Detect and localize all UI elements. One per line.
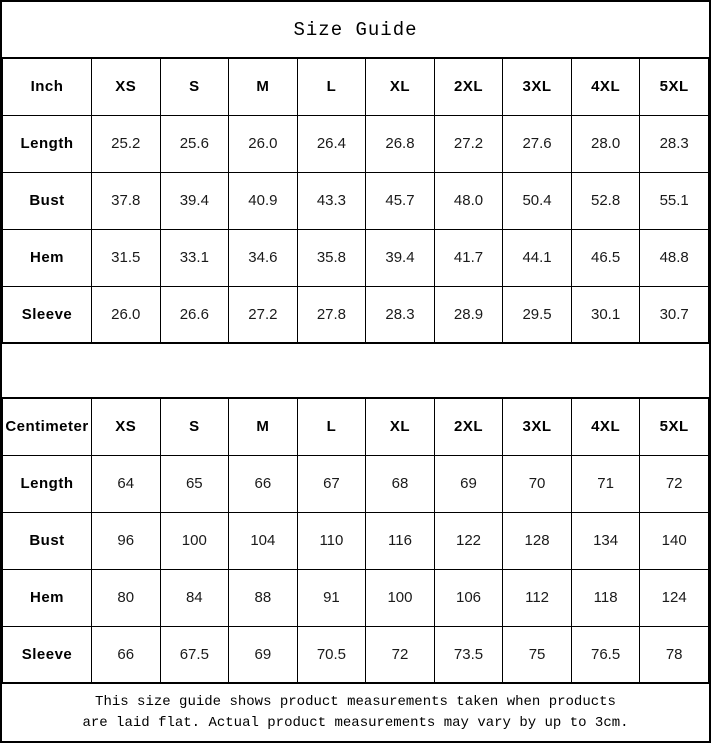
- measurement-value: 75: [503, 626, 572, 683]
- measurement-value: 116: [366, 512, 435, 569]
- measurement-value: 26.0: [229, 115, 298, 172]
- measurement-value: 25.2: [92, 115, 161, 172]
- measurement-value: 35.8: [297, 229, 366, 286]
- measurement-value: 28.9: [434, 286, 503, 343]
- inch-size-table: [2, 57, 709, 344]
- measurement-value: 26.4: [297, 115, 366, 172]
- measurement-value: 52.8: [571, 172, 640, 229]
- measurement-value: 48.8: [640, 229, 709, 286]
- measurement-value: 104: [229, 512, 298, 569]
- measurement-value: 67.5: [160, 626, 229, 683]
- row-label-cell: Sleeve: [3, 286, 92, 343]
- measurement-value: 27.6: [503, 115, 572, 172]
- size-column-header: 4XL: [571, 58, 640, 115]
- measurement-value: 80: [92, 569, 161, 626]
- measurement-row: [3, 455, 709, 512]
- measurement-value: 30.7: [640, 286, 709, 343]
- measurement-value: 64: [92, 455, 161, 512]
- measurement-value: 26.6: [160, 286, 229, 343]
- size-column-header: S: [160, 58, 229, 115]
- measurement-value: 37.8: [92, 172, 161, 229]
- measurement-value: 33.1: [160, 229, 229, 286]
- measurement-value: 67: [297, 455, 366, 512]
- size-column-header: XS: [92, 58, 161, 115]
- measurement-value: 96: [92, 512, 161, 569]
- measurement-value: 29.5: [503, 286, 572, 343]
- row-label-cell: Hem: [3, 569, 92, 626]
- row-label-cell: Length: [3, 115, 92, 172]
- measurement-value: 69: [229, 626, 298, 683]
- unit-label-cell: Inch: [3, 58, 92, 115]
- measurement-value: 110: [297, 512, 366, 569]
- measurement-value: 68: [366, 455, 435, 512]
- measurement-value: 73.5: [434, 626, 503, 683]
- measurement-value: 41.7: [434, 229, 503, 286]
- measurement-value: 70.5: [297, 626, 366, 683]
- measurement-row: [3, 229, 709, 286]
- measurement-value: 25.6: [160, 115, 229, 172]
- measurement-row: [3, 512, 709, 569]
- measurement-row: [3, 286, 709, 343]
- measurement-value: 34.6: [229, 229, 298, 286]
- measurement-value: 118: [571, 569, 640, 626]
- measurement-value: 140: [640, 512, 709, 569]
- measurement-value: 70: [503, 455, 572, 512]
- size-column-header: 5XL: [640, 398, 709, 455]
- size-column-header: XL: [366, 58, 435, 115]
- measurement-value: 39.4: [366, 229, 435, 286]
- measurement-value: 31.5: [92, 229, 161, 286]
- measurement-row: [3, 115, 709, 172]
- size-column-header: 2XL: [434, 398, 503, 455]
- measurement-value: 88: [229, 569, 298, 626]
- measurement-value: 69: [434, 455, 503, 512]
- row-label-cell: Bust: [3, 512, 92, 569]
- measurement-value: 66: [229, 455, 298, 512]
- size-column-header: S: [160, 398, 229, 455]
- measurement-row: [3, 626, 709, 683]
- measurement-value: 72: [366, 626, 435, 683]
- measurement-value: 65: [160, 455, 229, 512]
- size-column-header: XL: [366, 398, 435, 455]
- measurement-value: 76.5: [571, 626, 640, 683]
- measurement-value: 46.5: [571, 229, 640, 286]
- footer-note-line-1: This size guide shows product measurements taken when products: [95, 693, 616, 710]
- measurement-value: 28.3: [640, 115, 709, 172]
- size-column-header: 4XL: [571, 398, 640, 455]
- size-column-header: 5XL: [640, 58, 709, 115]
- measurement-value: 26.8: [366, 115, 435, 172]
- measurement-value: 28.0: [571, 115, 640, 172]
- measurement-value: 39.4: [160, 172, 229, 229]
- measurement-value: 134: [571, 512, 640, 569]
- measurement-value: 91: [297, 569, 366, 626]
- centimeter-size-table: [2, 397, 709, 684]
- measurement-value: 122: [434, 512, 503, 569]
- measurement-value: 100: [366, 569, 435, 626]
- measurement-value: 71: [571, 455, 640, 512]
- unit-label-cell: Centimeter: [3, 398, 92, 455]
- measurement-value: 124: [640, 569, 709, 626]
- measurement-value: 28.3: [366, 286, 435, 343]
- row-label-cell: Bust: [3, 172, 92, 229]
- measurement-value: 78: [640, 626, 709, 683]
- measurement-value: 48.0: [434, 172, 503, 229]
- measurement-value: 100: [160, 512, 229, 569]
- row-label-cell: Hem: [3, 229, 92, 286]
- size-column-header: 3XL: [503, 58, 572, 115]
- measurement-row: [3, 172, 709, 229]
- measurement-row: [3, 569, 709, 626]
- size-column-header: M: [229, 398, 298, 455]
- measurement-value: 40.9: [229, 172, 298, 229]
- measurement-value: 128: [503, 512, 572, 569]
- measurement-value: 45.7: [366, 172, 435, 229]
- measurement-value: 27.2: [229, 286, 298, 343]
- measurement-value: 44.1: [503, 229, 572, 286]
- size-column-header: 3XL: [503, 398, 572, 455]
- size-column-header: XS: [92, 398, 161, 455]
- measurement-value: 30.1: [571, 286, 640, 343]
- measurement-value: 27.2: [434, 115, 503, 172]
- row-label-cell: Sleeve: [3, 626, 92, 683]
- measurement-value: 106: [434, 569, 503, 626]
- measurement-value: 66: [92, 626, 161, 683]
- footer-note-line-2: are laid flat. Actual product measurements may vary by up to 3cm.: [82, 714, 629, 731]
- size-header-row: [3, 58, 709, 115]
- size-column-header: 2XL: [434, 58, 503, 115]
- row-label-cell: Length: [3, 455, 92, 512]
- page-title: [2, 2, 709, 57]
- measurement-value: 84: [160, 569, 229, 626]
- measurement-value: 72: [640, 455, 709, 512]
- size-column-header: L: [297, 58, 366, 115]
- page-title-text: Size Guide: [293, 18, 418, 41]
- size-column-header: L: [297, 398, 366, 455]
- measurement-value: 26.0: [92, 286, 161, 343]
- measurement-value: 27.8: [297, 286, 366, 343]
- footer-note: [2, 684, 709, 741]
- size-column-header: M: [229, 58, 298, 115]
- size-header-row: [3, 398, 709, 455]
- table-gap: [2, 344, 709, 397]
- measurement-value: 55.1: [640, 172, 709, 229]
- measurement-value: 43.3: [297, 172, 366, 229]
- measurement-value: 50.4: [503, 172, 572, 229]
- measurement-value: 112: [503, 569, 572, 626]
